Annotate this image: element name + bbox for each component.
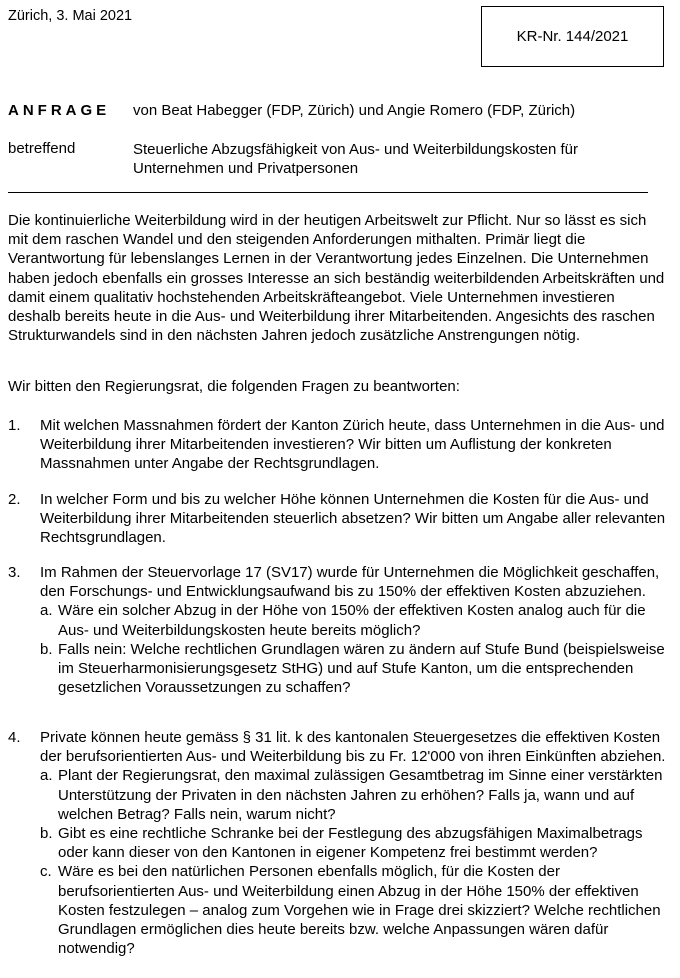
subject-label: betreffend <box>8 140 76 157</box>
subject-text: Steuerliche Abzugsfähigkeit von Aus- und Weiterbildungskosten für Unternehmen und Privatpersonen <box>133 141 578 177</box>
sub-question-text: Gibt es eine rechtliche Schranke bei der Festlegung des abzugsfähigen Maximalbetrags oder kann dieser von den Kantonen in eigener Kompetenz frei bestimmt werden? <box>58 825 643 862</box>
sub-question-text: Plant der Regierungsrat, den maximal zulässigen Gesamtbetrag im Sinne einer verstärkten Unterstützung der Privaten in den nächsten Jahren zu erhöhen? Falls ja, wann und auf welchen Betrag? Falls nein, warum nicht? <box>58 767 663 823</box>
sub-question <box>40 766 673 824</box>
question-number: 3. <box>8 564 21 581</box>
sub-question-label: b. <box>40 825 53 843</box>
sub-question <box>40 640 673 698</box>
question-4 <box>8 728 673 958</box>
question-text: Private können heute gemäss § 31 lit. k des kantonalen Steuergesetzes die effektiven Kosten der berufsorientierten Aus- und Weiterbildung bis zu Fr. 12'000 von ihren Einkünften abziehen. <box>40 729 666 766</box>
question-3 <box>8 563 673 697</box>
sub-question-text: Falls nein: Welche rechtlichen Grundlagen wären zu ändern auf Stufe Bund (beispielsweise im Steuerharmonisierungsgesetz StHG) und auf Stufe Kanton, um die entsprechenden gesetzlichen Voraussetzungen zu schaffen? <box>58 640 665 697</box>
question-text: Im Rahmen der Steuervorlage 17 (SV17) wurde für Unternehmen die Möglichkeit geschaffen, den Forschungs- und Entwicklungsaufwand bis zu 150% der effektiven Kosten abzuziehen. <box>40 564 660 601</box>
question-text: In welcher Form und bis zu welcher Höhe können Unternehmen die Kosten für die Aus- und Weiterbildung ihrer Mitarbeitenden steuerlich absetzen? Wir bitten um Angabe aller relevanten Rechtsgrundlagen. <box>40 491 666 547</box>
sub-question <box>40 601 673 639</box>
sub-question-text: Wäre es bei den natürlichen Personen ebenfalls möglich, für die Kosten der berufsorientierten Aus- und Weiterbildung einen Abzug in der Höhe 150% der effektiven Kosten festzulegen – analog zum Vorgehen wie in Frage drei skizziert? Welche rechtlichen Grundlagen ermöglichen dies heute bereits bzw. welche Anpassungen wären dafür notwendig? <box>58 863 661 958</box>
header-divider <box>8 192 648 193</box>
request-sentence: Wir bitten den Regierungsrat, die folgenden Fragen zu beantworten: <box>8 378 460 395</box>
question-number: 4. <box>8 729 21 746</box>
question-1 <box>8 416 673 474</box>
question-number: 1. <box>8 417 21 434</box>
question-number: 2. <box>8 491 21 508</box>
kr-number-box <box>481 6 664 67</box>
sub-question-text: Wäre ein solcher Abzug in der Höhe von 150% der effektiven Kosten analog auch für die Aus- und Weiterbildungskosten heute bereits möglich? <box>58 602 646 639</box>
intro-paragraph: Die kontinuierliche Weiterbildung wird in der heutigen Arbeitswelt zur Pflicht. Nur so lässt es sich mit dem raschen Wandel und den steigenden Anforderungen mithalten. Primär liegt die Verantwortung für lebenslanges Lernen in der Verantwortung jedes Einzelnen. Die Unternehmen haben jedoch ebenfalls ein grosses Interesse an sich beständig weiterbildenden Arbeitskräften und damit einem qualitativ hochstehenden Arbeitskräfteangebot. Viele Unternehmen investieren deshalb bereits heute in die Aus- und Weiterbildung ihrer Mitarbeitenden. Angesichts des raschen Strukturwandels sind in den nächsten Jahren jedoch zusätzliche Anstrengungen nötig. <box>8 212 665 345</box>
kr-number: KR-Nr. 144/2021 <box>516 28 629 45</box>
question-text: Mit welchen Massnahmen fördert der Kanton Zürich heute, dass Unternehmen in die Aus- und Weiterbildung ihrer Mitarbeitenden investieren? Wir bitten um Auflistung der konkreten Massnahmen unter Angabe der Rechtsgrundlagen. <box>40 417 665 473</box>
sub-question-label: c. <box>40 863 52 881</box>
document-date: Zürich, 3. Mai 2021 <box>8 8 133 24</box>
sub-question-label: a. <box>40 767 53 785</box>
question-2 <box>8 490 673 548</box>
sub-question-label: b. <box>40 640 53 658</box>
sub-question-label: a. <box>40 602 53 620</box>
authors-line: von Beat Habegger (FDP, Zürich) und Angie Romero (FDP, Zürich) <box>133 102 576 119</box>
sub-question <box>40 824 673 862</box>
document-type-label: ANFRAGE <box>8 102 111 119</box>
sub-question <box>40 862 673 958</box>
